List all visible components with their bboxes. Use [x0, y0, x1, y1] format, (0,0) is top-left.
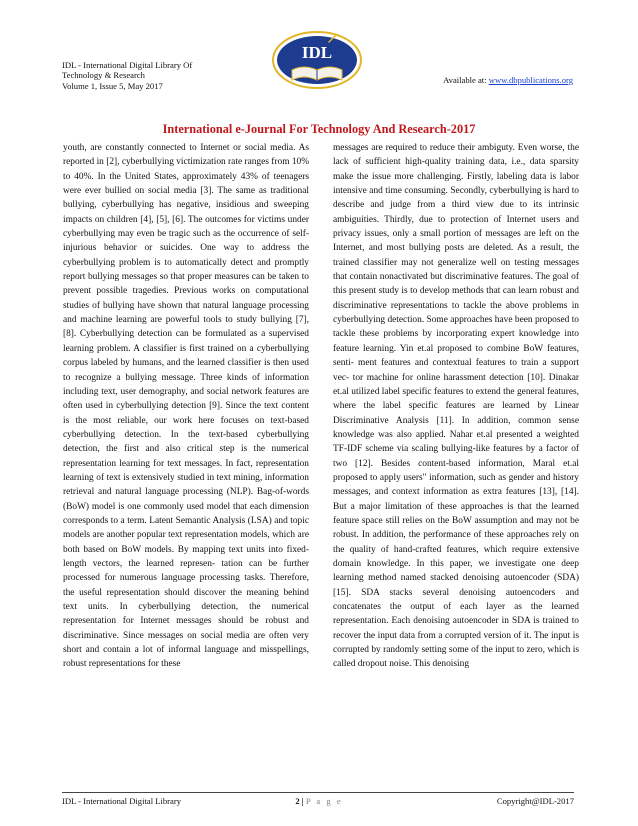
right-column-text: messages are required to reduce their ambiguty. Even worse, the lack of sufficient high-quality training data, i.e., data sparsity make the issue more challenging. Firstly, labeling data is labor intensive and time consuming. Secondly, cyberbullying is hard to describe and judge from a third view due to its intrinsic ambiguities. Thirdly, due to protection of Internet users and privacy issues, only a small portion of messages are left on the Internet, and most bullying posts are deleted. As a result, the trained classifier may not generalize well on testing messages that contain nonactivated but discriminative features. The goal of this present study is to develop methods that can learn robust and discriminative representations to tackle the above problems in cyberbullying detection. Some approaches have been proposed to tackle these problems by incorporating expert knowledge into feature learning. Yin et.al proposed to combine BoW features, senti- ment features and contextual features to train a support vec- tor machine for online harassment detection [10]. Dinakar et.al utilized label specific features to extend the general features, where the label specific features are learned by Linear Discriminative Analysis [11]. In addition, common sense knowledge was also applied. Nahar et.al presented a weighted TF-IDF scheme via scaling bullying-like features by a factor of two [12]. Besides content-based information, Maral et.al proposed to apply users" information, such as gender and history messages, and context information as extra features [13], [14]. But a major limitation of these approaches is that the learned feature space still relies on the BoW assumption and may not be robust. In addition, the performance of these approaches rely on the quality of hand-crafted features, which require extensive domain knowledge. In this paper, we investigate one deep learning method named stacked denoising autoencoder (SDA) [15]. SDA stacks several denoising autoencoders and concatenates the output of each layer as the learned representation. Each denoising autoencoder in SDA is trained to recover the input data from a corrupted version of it. The input is corrupted by randomly setting some of the input to zero, which is called dropout noise. This denoising	[333, 143, 579, 670]
page-word: P a g e	[305, 796, 343, 806]
available-label: Available at:	[443, 75, 489, 85]
right-column	[333, 141, 579, 672]
logo-text: IDL	[301, 43, 333, 62]
header-availability	[443, 75, 573, 85]
page-separator: |	[299, 796, 306, 806]
footer-divider	[62, 792, 574, 793]
footer-copyright: Copyright@IDL-2017	[496, 796, 574, 806]
journal-title: International e-Journal For Technology And Research-2017	[162, 122, 476, 136]
page-number: 2	[295, 796, 300, 806]
header-library-name: IDL - International Digital Library Of	[62, 60, 193, 70]
header-library-subtitle: Technology & Research	[62, 70, 145, 81]
left-column-text: youth, are constantly connected to Internet or social media. As reported in [2], cyberbullying victimization rate ranges from 10% to 40%. In the United States, approximately 43% of teenagers were ever bullied on social media [3]. The same as traditional bullying, cyberbullying has negative, insidious and sweeping impacts on children [4], [5], [6]. The outcomes for victims under cyberbullying may even be tragic such as the occurrence of self-injurious behavior or suicides. One way to address the cyberbullying problem is to automatically detect and promptly report bullying messages so that proper measures can be taken to prevent possible tragedies. Previous works on computational studies of bullying have shown that natural language processing and machine learning are powerful tools to study bullying [7], [8]. Cyberbullying detection can be formulated as a supervised learning problem. A classifier is first trained on a cyberbullying corpus labeled by humans, and the learned classifier is then used to recognize a bullying message. Three kinds of information including text, user demography, and social network features are often used in cyberbullying detection [9]. Since the text content is the most reliable, our work here focuses on text-based cyberbullying detection. In the text-based cyberbullying detection, the first and also critical step is the numerical representation learning for text messages. In fact, representation learning of text is extensively studied in text mining, information retrieval and natural language processing (NLP). Bag-of-words (BoW) model is one commonly used model that each dimension corresponds to a term. Latent Semantic Analysis (LSA) and topic models are another popular text representation models, which are both based on BoW models. By mapping text units into fixed-length vectors, the learned represen- tation can be further processed for numerous language processing tasks. Therefore, the useful representation should discover the meaning behind text units. In cyberbullying detection, the numerical representation for Internet messages should be robust and discriminative. Since messages on social media are often very short and contain a lot of informal language and misspellings, robust representations for these	[63, 143, 310, 670]
footer-library-name: IDL - International Digital Library	[62, 796, 181, 806]
website-link[interactable]: www.dbpublications.org	[488, 75, 573, 85]
header-volume-issue: Volume 1, Issue 5, May 2017	[62, 80, 163, 91]
header-publication-info	[62, 60, 192, 91]
idl-logo-icon	[270, 26, 364, 100]
left-column	[63, 141, 309, 672]
